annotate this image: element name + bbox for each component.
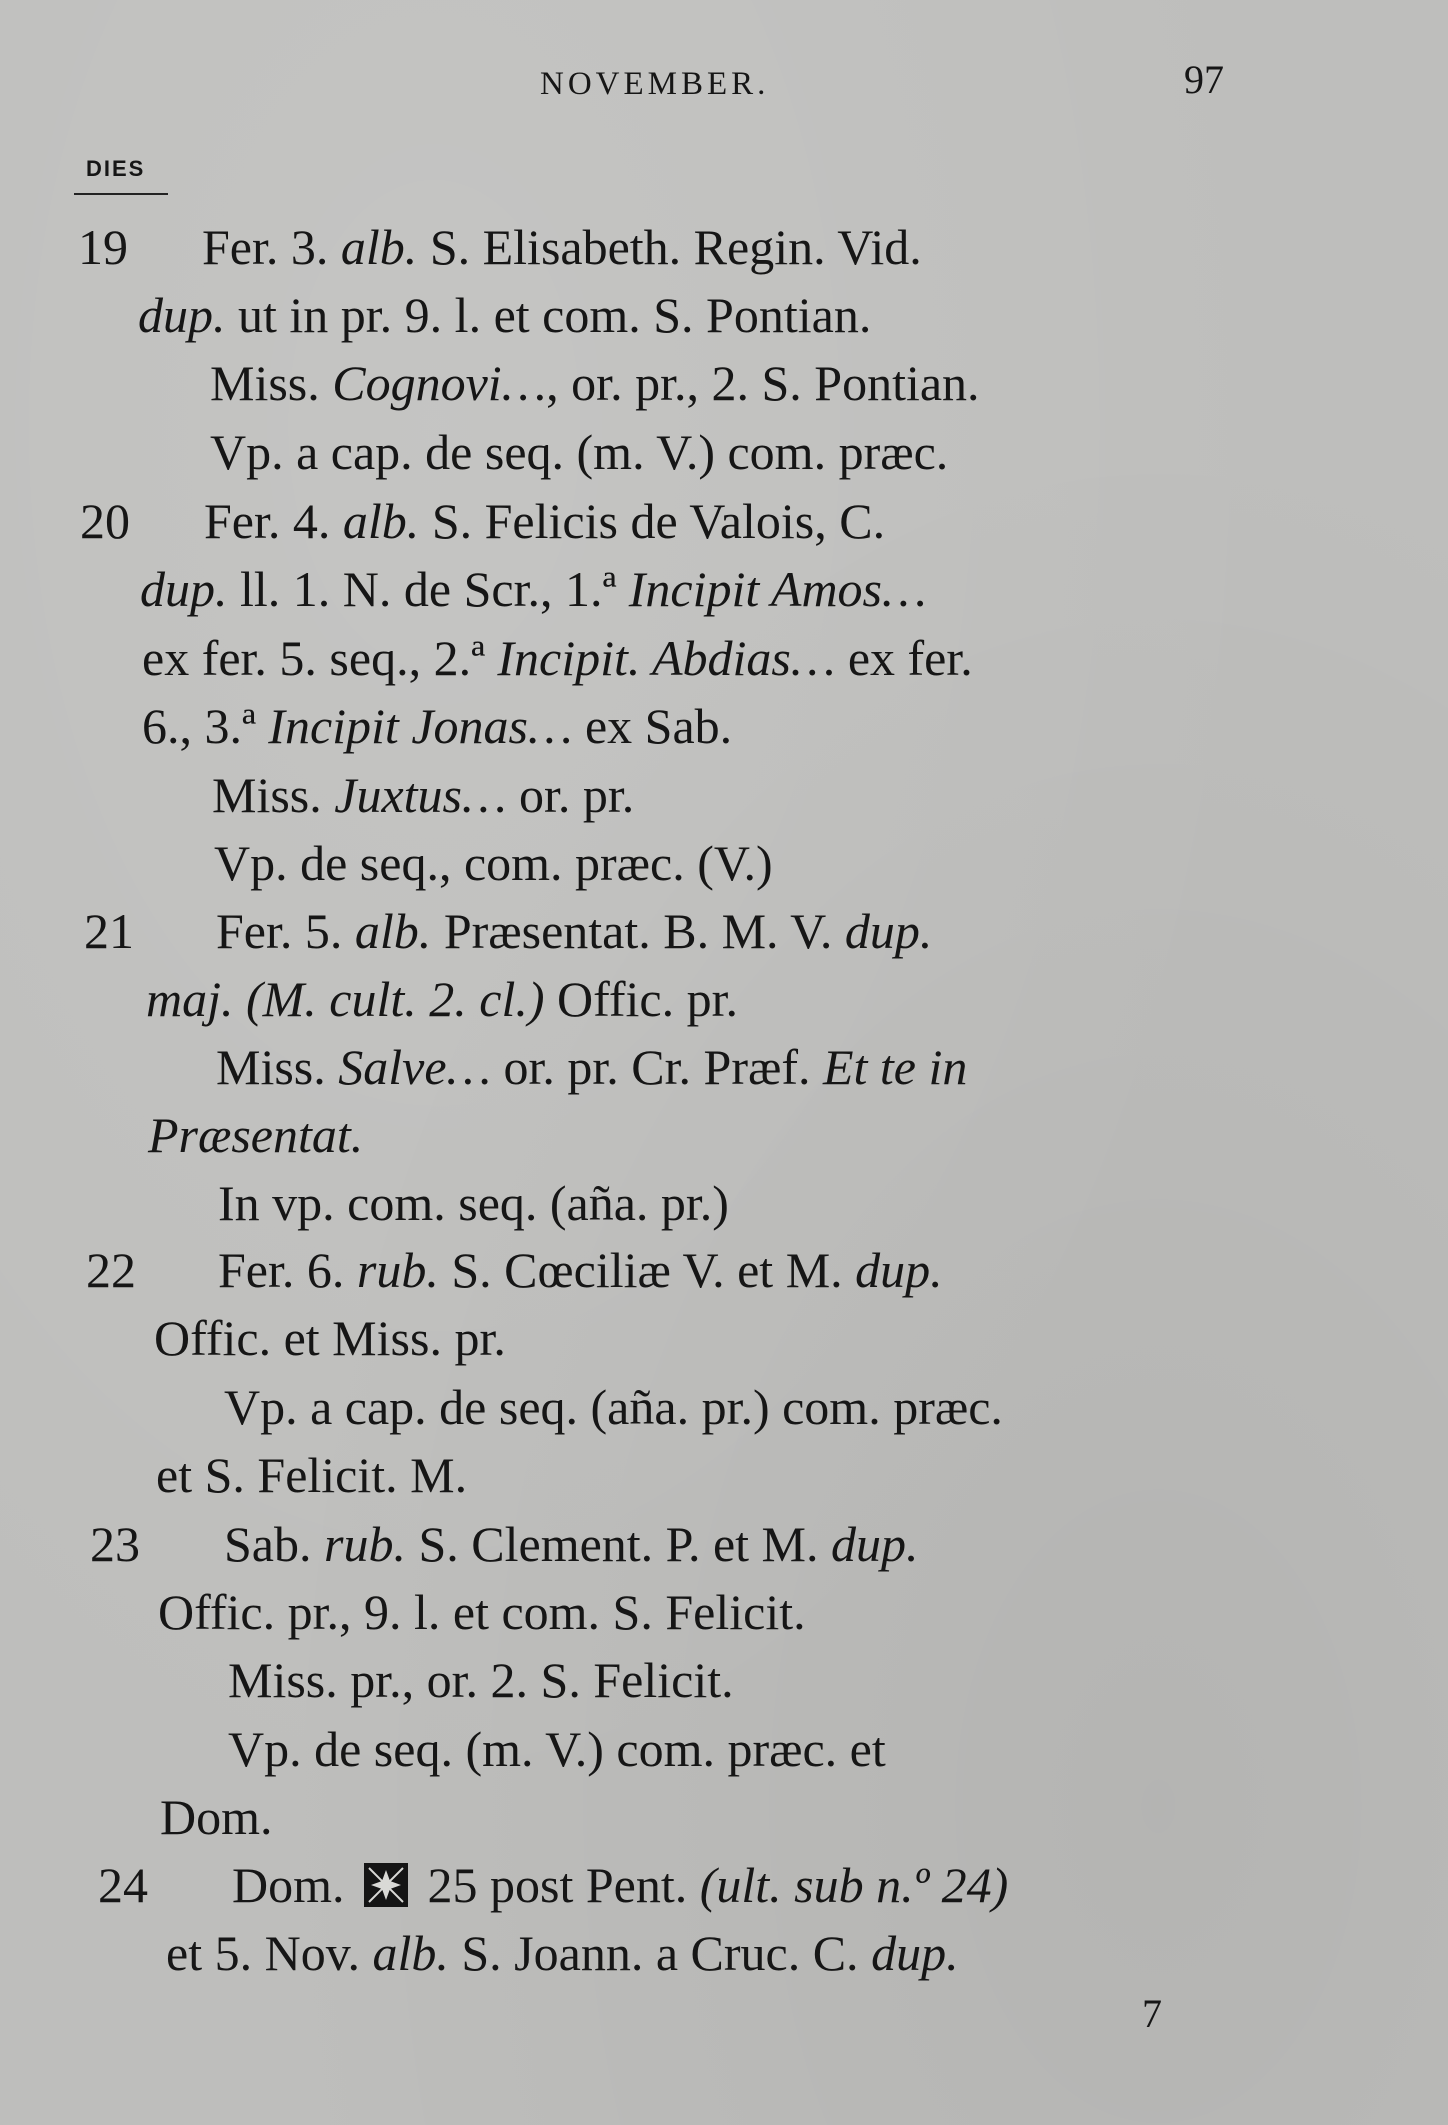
italic-run: alb. [354, 903, 432, 959]
text-run: ll. 1. N. de Scr., 1.ª [227, 561, 629, 617]
entry-line [146, 966, 738, 1032]
text-run: S. Elisabeth. Regin. Vid. [417, 219, 922, 275]
text-run: or. pr. [506, 767, 635, 823]
column-label-rule [74, 193, 168, 195]
text-run: Fer. 5. [216, 903, 355, 959]
italic-run: (ult. sub n.º 24) [699, 1857, 1009, 1913]
text-run: S. Joann. a Cruc. C. [448, 1925, 872, 1981]
entry-line [154, 1305, 506, 1371]
italic-run: rub. [356, 1242, 439, 1298]
text-run: Miss. [210, 355, 333, 411]
italic-run: alb. [372, 1925, 449, 1981]
entry-line [140, 556, 926, 622]
column-label: DIES [86, 156, 146, 181]
text-run: or. pr. Cr. Præf. [491, 1039, 823, 1095]
running-head: NOVEMBER. [540, 66, 770, 102]
text-run: ex Sab. [572, 698, 733, 754]
text-run: ex fer. 5. seq., 2.ª [142, 630, 498, 686]
text-run: Vp. de seq. (m. V.) com. præc. et [228, 1721, 886, 1777]
text-run: ut in pr. 9. l. et com. S. Pontian. [225, 287, 872, 343]
entry-line [212, 762, 634, 828]
text-run: et S. Felicit. M. [156, 1447, 468, 1503]
entry-line [158, 1579, 806, 1645]
day-number-23: 23 [90, 1516, 140, 1572]
text-run: ex fer. [835, 630, 973, 686]
text-run: S. Clement. P. et M. [405, 1516, 831, 1572]
entry-line [214, 830, 773, 896]
entry-line [204, 488, 885, 554]
entry-line [138, 282, 871, 348]
signature-mark: 7 [1142, 1991, 1162, 2036]
day-number-21: 21 [84, 903, 134, 959]
italic-run: Et te in [822, 1039, 968, 1095]
italic-run: dup. [855, 1242, 943, 1298]
entry-line [210, 350, 980, 416]
text-run: Fer. 4. [204, 493, 343, 549]
text-run: Vp. de seq., com. præc. (V.) [214, 835, 773, 891]
page-number: 97 [1184, 57, 1224, 102]
text-run: Offic. et Miss. pr. [154, 1310, 506, 1366]
day-number-20: 20 [80, 493, 130, 549]
text-run: Fer. 3. [202, 219, 341, 275]
entry-line [160, 1784, 273, 1850]
day-number-22: 22 [86, 1242, 136, 1298]
italic-run: dup. [844, 903, 933, 959]
text-run: Miss. [216, 1039, 339, 1095]
text-run: Præsentat. B. M. V. [431, 903, 845, 959]
entry-line [216, 898, 932, 964]
text-run: Sab. [224, 1516, 324, 1572]
italic-run: Juxtus… [334, 767, 507, 823]
italic-run: maj. (M. cult. 2. cl.) [146, 971, 545, 1027]
italic-run: Salve… [338, 1039, 491, 1095]
italic-run: dup. [138, 287, 226, 343]
entry-line [216, 1034, 967, 1100]
text-run: Vp. a cap. de seq. (m. V.) com. præc. [210, 424, 949, 480]
entry-line [142, 693, 732, 759]
italic-run: Incipit Jonas… [268, 698, 573, 754]
text-run: Offic. pr. [544, 971, 738, 1027]
text-run: Miss. pr., or. 2. S. Felicit. [228, 1652, 734, 1708]
italic-run: Cognovi… [332, 355, 547, 411]
entry-line [142, 625, 973, 691]
entry-line [228, 1647, 734, 1713]
entry-line [232, 1852, 1008, 1918]
entry-line [218, 1237, 943, 1303]
cross-icon [363, 1858, 409, 1904]
entry-line [224, 1374, 1003, 1440]
text-run: Vp. a cap. de seq. (aña. pr.) com. præc. [224, 1379, 1003, 1435]
italic-run: Præsentat. [148, 1107, 364, 1163]
text-run: 25 post Pent. [415, 1857, 700, 1913]
italic-run: dup. [871, 1925, 959, 1981]
entry-line [148, 1102, 363, 1168]
text-run: Offic. pr., 9. l. et com. S. Felicit. [158, 1584, 806, 1640]
italic-run: rub. [324, 1516, 406, 1572]
text-run: et 5. Nov. [166, 1925, 373, 1981]
entry-line [210, 419, 948, 485]
text-run: Dom. [232, 1857, 357, 1913]
text-run: S. Felicis de Valois, C. [419, 493, 886, 549]
text-run: , or. pr., 2. S. Pontian. [546, 355, 980, 411]
italic-run: alb. [340, 219, 418, 275]
day-number-24: 24 [98, 1857, 148, 1913]
italic-run: Incipit. Abdias… [497, 630, 836, 686]
entry-line [218, 1170, 729, 1236]
italic-run: alb. [342, 493, 420, 549]
italic-run: dup. [140, 561, 228, 617]
italic-run: Incipit Amos… [628, 561, 927, 617]
entry-line [166, 1920, 959, 1986]
text-run: Miss. [212, 767, 335, 823]
text-run: In vp. com. seq. (aña. pr.) [218, 1175, 729, 1231]
day-number-19: 19 [78, 219, 128, 275]
italic-run: dup. [831, 1516, 919, 1572]
entry-line [156, 1442, 467, 1508]
text-run: S. Cœciliæ V. et M. [438, 1242, 856, 1298]
text-run: Dom. [160, 1789, 273, 1845]
entry-line [202, 214, 922, 280]
entry-line [228, 1716, 886, 1782]
entry-line [224, 1511, 919, 1577]
text-run: 6., 3.ª [142, 698, 269, 754]
text-run: Fer. 6. [218, 1242, 357, 1298]
